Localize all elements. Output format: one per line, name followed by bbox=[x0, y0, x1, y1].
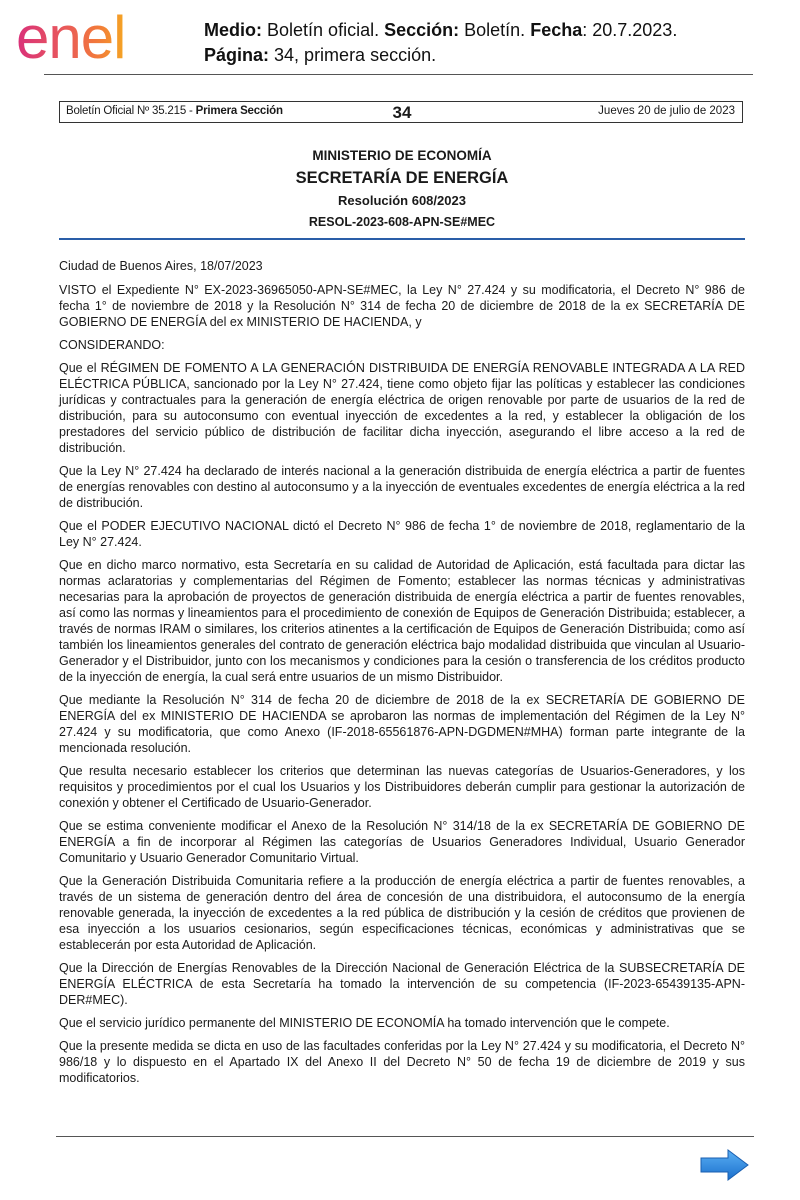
paragraph: Que la Ley N° 27.424 ha declarado de interés nacional a la generación distribuida de energía eléctrica a partir de fuentes de energías renovables con destino al autoconsumo y a la inyección de eventuales excedentes de energía eléctrica a la red de distribución. bbox=[59, 464, 745, 510]
fecha-value: : 20.7.2023. bbox=[582, 20, 678, 40]
secretariat-title: SECRETARÍA DE ENERGÍA bbox=[295, 169, 509, 187]
fecha-label: Fecha bbox=[530, 20, 583, 40]
enel-logo bbox=[14, 4, 184, 70]
resolution-code: RESOL-2023-608-APN-SE#MEC bbox=[308, 215, 496, 229]
clipping-header bbox=[0, 0, 800, 76]
medio-value: Boletín oficial. bbox=[267, 20, 380, 40]
bulletin-date: Jueves 20 de julio de 2023 bbox=[598, 105, 735, 117]
bulletin-page-number: 34 bbox=[392, 103, 412, 122]
paragraph: Que mediante la Resolución N° 314 de fecha 20 de diciembre de 2018 de la ex SECRETARÍA DE GOBIERNO DE ENERGÍA del ex MINISTERIO DE HACIENDA se aprobaron las normas de implementación del Régimen de la Ley N° 27.424 y su modificatoria, que como Anexo (IF-2018-65561876-APN-DGDMEN#MHA) forman parte integrante de la mencionada resolución. bbox=[59, 693, 745, 755]
bulletin-section: Primera Sección bbox=[195, 105, 283, 117]
meta-line-2 bbox=[204, 43, 677, 68]
paragraph: Que el servicio jurídico permanente del MINISTERIO DE ECONOMÍA ha tomado intervención que le compete. bbox=[59, 1016, 670, 1030]
seccion-value: Boletín. bbox=[464, 20, 526, 40]
pagina-value: 34, primera sección. bbox=[274, 45, 437, 65]
paragraph: Que la presente medida se dicta en uso de las facultades conferidas por la Ley N° 27.424 y su modificatoria, el Decreto N° 986/18 y lo dispuesto en el Apartado IX del Anexo II del Decreto N° 50 de fecha 19 de diciembre de 2019 y sus modificatorios. bbox=[59, 1039, 745, 1085]
bulletin-issue-number: Boletín Oficial Nº 35.215 - bbox=[66, 105, 196, 117]
ministry-title: MINISTERIO DE ECONOMÍA bbox=[312, 148, 492, 163]
paragraph: Que la Dirección de Energías Renovables de la Dirección Nacional de Generación Eléctrica de la SUBSECRETARÍA DE ENERGÍA ELÉCTRICA de esta Secretaría ha tomado la intervención de su competencia (IF-2023-65439135-APN-DER#MEC). bbox=[59, 961, 745, 1007]
footer-divider bbox=[56, 1136, 754, 1137]
paragraph: Que en dicho marco normativo, esta Secretaría en su calidad de Autoridad de Aplicación, está facultada para dictar las normas aclaratorias y complementarias del Régimen de Fomento; establecer las normas técnicas y administrativas necesarias para la aprobación de proyectos de generación distribuida de energía eléctrica a partir de fuentes renovables, así como las normas y lineamientos para el procedimiento de conexión de Equipos de Generación Distribuida; establecer, a través de normas IRAM o similares, los criterios atinentes a la certificación de Equipos de Generación Distribuida; como así también los lineamientos generales del contrato de generación eléctrica bajo modalidad distribuida que vinculan al Usuario-Generador y el Distribuidor, junto con los mecanismos y condiciones para la cesión o transferencia de los créditos producto de la inyección de energía, la cual será entre usuarios de un mismo Distribuidor. bbox=[59, 558, 745, 684]
paragraph: Que el RÉGIMEN DE FOMENTO A LA GENERACIÓN DISTRIBUIDA DE ENERGÍA RENOVABLE INTEGRADA A LA RED ELÉCTRICA PÚBLICA, sancionado por la Ley N° 27.424, tiene como objeto fijar las políticas y establecer las condiciones jurídicas y contractuales para la generación de energía eléctrica de origen renovable por parte de usuarios de la red de distribución, para su autoconsumo con eventual inyección de excedentes a la red, y establecer la obligación de los prestadores del servicio público de distribución de facilitar dicha inyección, asegurando el libre acceso a la red de distribución. bbox=[59, 361, 745, 455]
paragraph: Que la Generación Distribuida Comunitaria refiere a la producción de energía eléctrica a partir de fuentes renovables, a través de un sistema de generación dentro del área de concesión de una distribuidora, el autoconsumo de la energía renovable generada, la inyección de excedentes a la red pública de distribución y la cesión de créditos que provienen de esa inyección a los usuarios cesionarios, según especificaciones técnicas, económicas y administrativas que se establecerán por esta Autoridad de Aplicación. bbox=[59, 874, 745, 952]
resolution-body bbox=[59, 258, 745, 1093]
svg-text:enel: enel bbox=[16, 4, 126, 70]
pagina-label: Página: bbox=[204, 45, 270, 65]
clipping-meta bbox=[204, 18, 677, 68]
bulletin-header-bar bbox=[59, 101, 743, 123]
paragraph: CONSIDERANDO: bbox=[59, 338, 165, 352]
paragraph: VISTO el Expediente N° EX-2023-36965050-APN-SE#MEC, la Ley N° 27.424 y su modificatoria, el Decreto N° 986 de fecha 1° de noviembre de 2018 y la Resolución N° 314 de fecha 20 de diciembre de 2018 de la ex SECRETARÍA DE GOBIERNO DE ENERGÍA del ex MINISTERIO DE HACIENDA, y bbox=[59, 283, 745, 329]
header-divider bbox=[44, 74, 753, 75]
title-divider bbox=[59, 238, 745, 240]
place-date: Ciudad de Buenos Aires, 18/07/2023 bbox=[59, 259, 263, 273]
resolution-titles bbox=[59, 146, 745, 232]
arrow-right-icon[interactable] bbox=[700, 1148, 750, 1182]
resolution-number: Resolución 608/2023 bbox=[338, 193, 466, 208]
paragraph: Que se estima conveniente modificar el Anexo de la Resolución N° 314/18 de la ex SECRETARÍA DE GOBIERNO DE ENERGÍA a fin de incorporar al Régimen las categorías de Usuarios Generadores Individual, Usuario Generador Comunitario y Usuario Generador Comunitario Virtual. bbox=[59, 819, 745, 865]
paragraph: Que resulta necesario establecer los criterios que determinan las nuevas categorías de Usuarios-Generadores, y los requisitos y procedimientos por el cual los Usuarios y los Distribuidores deberán cumplir para gestionar la autorización de conexión y obtener el Certificado de Usuario-Generador. bbox=[59, 764, 745, 810]
medio-label: Medio: bbox=[204, 20, 262, 40]
seccion-label: Sección: bbox=[384, 20, 460, 40]
paragraph: Que el PODER EJECUTIVO NACIONAL dictó el Decreto N° 986 de fecha 1° de noviembre de 2018, reglamentario de la Ley N° 27.424. bbox=[59, 519, 745, 549]
meta-line-1 bbox=[204, 18, 677, 43]
